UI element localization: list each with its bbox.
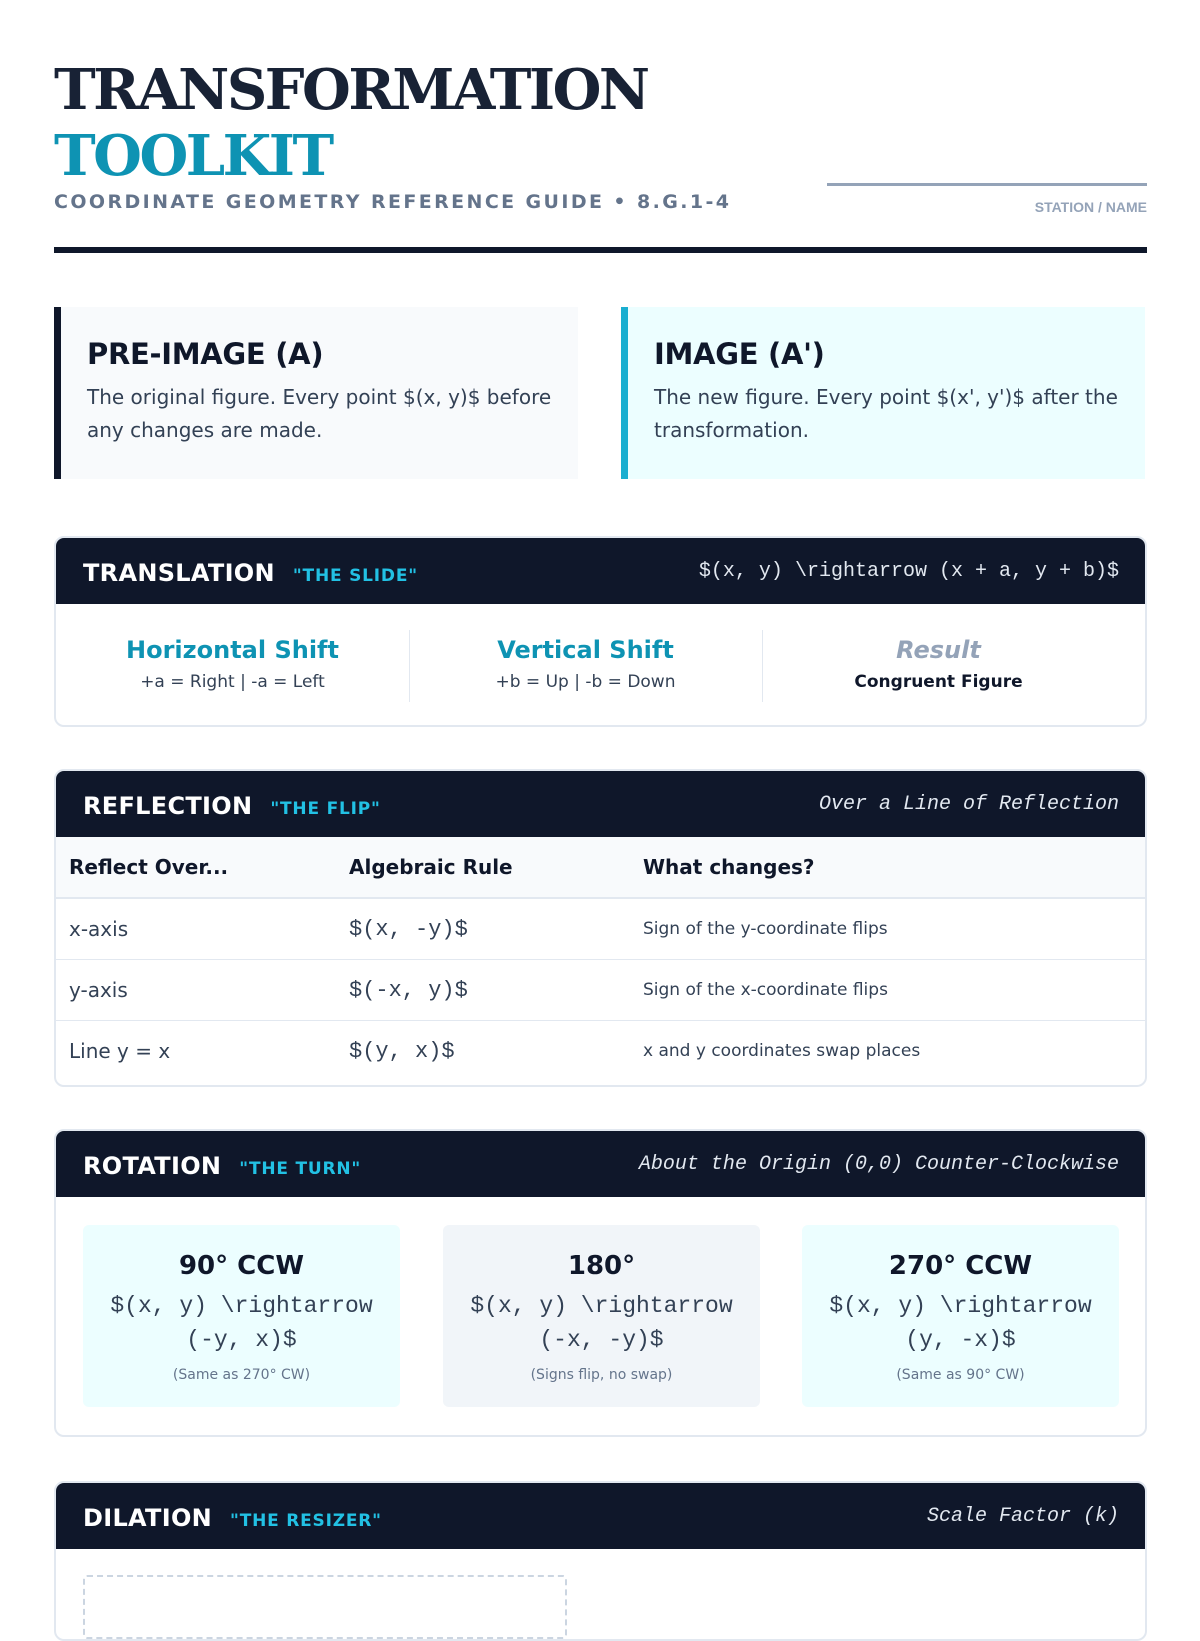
reflection-subtitle: Over a Line of Reflection — [818, 793, 1119, 816]
reflect-over-cell: x-axis — [56, 898, 336, 960]
rule-cell: $(-x, y)$ — [336, 960, 630, 1021]
translation-formula: $(x, y) \rightarrow (x + a, y + b)$ — [698, 560, 1119, 583]
column-header: Reflect Over... — [56, 837, 336, 898]
rotation-card — [54, 1129, 1147, 1437]
reflect-over-cell: Line y = x — [69, 1039, 171, 1063]
rotation-270-box — [802, 1225, 1119, 1407]
image-title: IMAGE (A') — [654, 337, 825, 371]
rotation-rule-line: $(x, y) \rightarrow — [829, 1293, 1092, 1319]
rotation-rule-line: $(x, y) \rightarrow — [470, 1293, 733, 1319]
image-box — [621, 307, 1145, 479]
translation-header — [56, 538, 1145, 604]
dilation-header — [56, 1483, 1145, 1549]
reflect-over-cell: y-axis — [56, 960, 336, 1021]
dilation-title: DILATION — [83, 1504, 213, 1532]
translation-card — [54, 536, 1147, 727]
rotation-boxes — [56, 1197, 1145, 1433]
result-desc: Congruent Figure — [854, 672, 1023, 692]
dilation-card — [54, 1481, 1147, 1641]
vertical-shift — [409, 630, 763, 702]
rotation-rule-line: $(x, y) \rightarrow — [110, 1293, 373, 1319]
rotation-90-box — [83, 1225, 400, 1407]
horizontal-shift — [56, 630, 410, 702]
rotation-header — [56, 1131, 1145, 1197]
result-title: Result — [896, 636, 981, 664]
page-subtitle: COORDINATE GEOMETRY REFERENCE GUIDE • 8.G.1-4 — [54, 191, 732, 213]
rotation-rule-line: (-y, x)$ — [186, 1327, 297, 1353]
table-header-row — [56, 837, 1145, 898]
pre-image-title: PRE-IMAGE (A) — [87, 337, 324, 371]
rule-cell: $(x, -y)$ — [336, 898, 630, 960]
change-cell: Sign of the y-coordinate flips — [630, 898, 1145, 960]
translation-tag: "THE SLIDE" — [292, 566, 418, 586]
pre-image-text: The original figure. Every point $(x, y)$ before any changes are made. — [87, 385, 552, 442]
column-header: What changes? — [630, 837, 1145, 898]
horizontal-shift-title: Horizontal Shift — [126, 636, 339, 664]
table-row — [56, 1021, 1145, 1082]
translation-columns — [56, 604, 1145, 724]
horizontal-shift-desc: +a = Right | -a = Left — [140, 672, 325, 692]
title-line-1: TRANSFORMATION — [54, 57, 648, 123]
rotation-note: (Same as 90° CW) — [896, 1367, 1025, 1383]
column-header: Algebraic Rule — [336, 837, 630, 898]
dilation-subtitle: Scale Factor (k) — [926, 1505, 1119, 1528]
name-label: STATION / NAME — [1034, 199, 1147, 215]
reflection-header — [56, 771, 1145, 837]
vertical-shift-desc: +b = Up | -b = Down — [495, 672, 676, 692]
rotation-title: ROTATION — [83, 1152, 222, 1180]
translation-title: TRANSLATION — [83, 559, 275, 587]
rotation-degree: 270° CCW — [888, 1251, 1033, 1281]
page-header — [54, 0, 1147, 255]
table-row — [56, 898, 1145, 960]
reference-page — [54, 0, 1147, 1532]
vertical-shift-title: Vertical Shift — [497, 636, 674, 664]
rotation-rule-line: (y, -x)$ — [905, 1327, 1016, 1353]
rotation-note: (Same as 270° CW) — [172, 1367, 311, 1383]
rotation-tag: "THE TURN" — [239, 1159, 362, 1179]
change-cell: x and y coordinates swap places — [643, 1041, 921, 1061]
title-line-2: TOOLKIT — [54, 123, 332, 189]
reflection-tag: "THE FLIP" — [270, 799, 381, 819]
name-write-line — [827, 183, 1147, 186]
dilation-diagram-area — [83, 1575, 567, 1639]
table-row — [56, 960, 1145, 1021]
translation-result — [762, 630, 1115, 702]
reflection-card — [54, 769, 1147, 1087]
definitions — [54, 307, 1147, 479]
rotation-180-box — [443, 1225, 760, 1407]
header-divider — [54, 247, 1147, 253]
rotation-note: (Signs flip, no swap) — [530, 1367, 673, 1383]
reflection-title: REFLECTION — [83, 792, 253, 820]
change-cell: Sign of the x-coordinate flips — [630, 960, 1145, 1021]
rotation-degree: 90° CCW — [178, 1251, 305, 1281]
rule-cell: $(y, x)$ — [349, 1038, 455, 1064]
rotation-rule-line: (-x, -y)$ — [539, 1327, 664, 1353]
image-text: The new figure. Every point $(x', y')$ after the transformation. — [654, 385, 1118, 442]
rotation-subtitle: About the Origin (0,0) Counter-Clockwise — [638, 1153, 1119, 1176]
dilation-tag: "THE RESIZER" — [230, 1511, 382, 1531]
pre-image-box — [54, 307, 578, 479]
reflection-table — [56, 837, 1145, 1081]
rotation-degree: 180° — [567, 1251, 636, 1281]
